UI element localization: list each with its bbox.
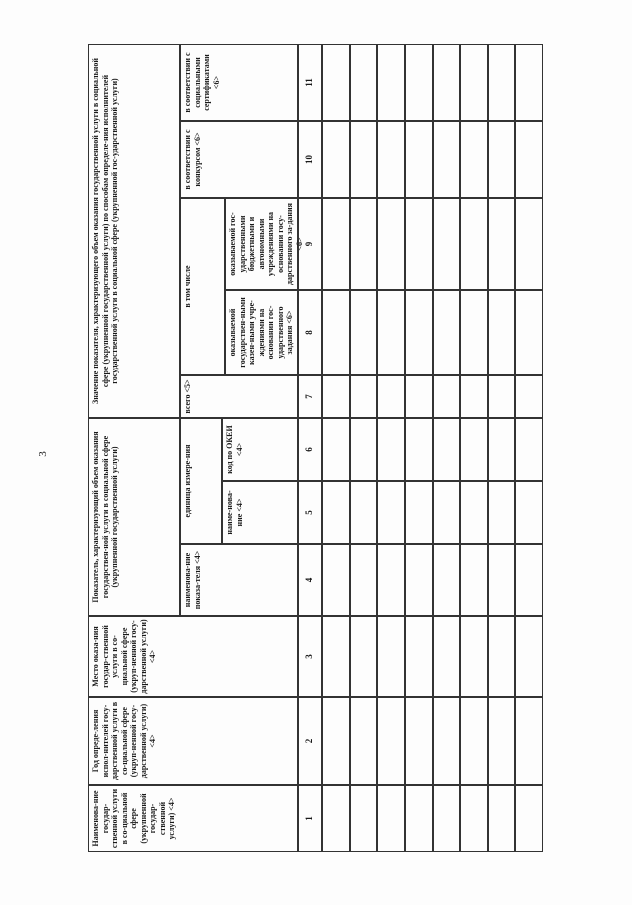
header-unit-okei: код по ОКЕИ <4> [222,418,298,481]
table-cell-r7-c4 [488,544,516,616]
table-cell-r2-c7 [350,375,378,418]
header-year: Год опреде-ления испол-нителей госу-дарственной услуги в со-циальной сфере (укруп-ненной госу-дарственной услуги) <4> [88,697,298,785]
table-cell-r4-c9 [405,198,433,290]
table-cell-r4-c11 [405,44,433,121]
table-cell-r6-c4 [460,544,488,616]
table-cell-r6-c10 [460,121,488,198]
table-cell-r5-c2 [433,697,461,785]
column-number-4: 4 [298,544,322,616]
table-cell-r5-c9 [433,198,461,290]
table-cell-r8-c11 [515,44,543,121]
table-cell-r8-c8 [515,290,543,375]
table-cell-r7-c3 [488,616,516,697]
column-number-7: 7 [298,375,322,418]
table-cell-r6-c11 [460,44,488,121]
table-cell-r4-c10 [405,121,433,198]
table-cell-r2-c10 [350,121,378,198]
table-cell-r3-c3 [377,616,405,697]
table-cell-r4-c4 [405,544,433,616]
table-cell-r8-c9 [515,198,543,290]
table-cell-r5-c11 [433,44,461,121]
table-cell-r6-c5 [460,481,488,544]
column-number-5: 5 [298,481,322,544]
table-cell-r8-c1 [515,785,543,852]
header-certificates: в соответствии с социальными сертификатами <6> [180,44,298,121]
table-cell-r1-c3 [322,616,350,697]
table-cell-r5-c10 [433,121,461,198]
table-cell-r8-c3 [515,616,543,697]
header-total: всего <5> [180,375,298,418]
table-cell-r3-c2 [377,697,405,785]
table-cell-r1-c4 [322,544,350,616]
table-cell-r7-c10 [488,121,516,198]
table-cell-r3-c9 [377,198,405,290]
header-indicator-name: наименова-ние показа-теля <4> [180,544,298,616]
table-cell-r7-c5 [488,481,516,544]
table-cell-r3-c11 [377,44,405,121]
table-cell-r1-c5 [322,481,350,544]
table-cell-r7-c2 [488,697,516,785]
table-cell-r7-c8 [488,290,516,375]
table-cell-r2-c9 [350,198,378,290]
table-cell-r1-c2 [322,697,350,785]
table-cell-r1-c8 [322,290,350,375]
table-cell-r2-c4 [350,544,378,616]
table-cell-r8-c4 [515,544,543,616]
table-cell-r7-c6 [488,418,516,481]
header-unit-name: наиме-нова-ние <4> [222,481,298,544]
table-cell-r3-c8 [377,290,405,375]
table-cell-r7-c9 [488,198,516,290]
table-cell-r2-c1 [350,785,378,852]
table-cell-r3-c1 [377,785,405,852]
table-cell-r5-c8 [433,290,461,375]
table-cell-r2-c2 [350,697,378,785]
table-cell-r2-c5 [350,481,378,544]
header-unit-group: единица измере-ния [180,418,222,544]
table-cell-r5-c5 [433,481,461,544]
rotated-table [88,44,543,852]
table-cell-r6-c6 [460,418,488,481]
table-cell-r2-c3 [350,616,378,697]
table-cell-r1-c11 [322,44,350,121]
page-number: 3 [36,451,49,457]
column-number-9: 9 [298,198,322,290]
header-indicator-group: Показатель, характеризующий объем оказания государствен-ной услуги в социальной сфере (укрупненной государственной услуги) [88,418,180,616]
table-cell-r7-c1 [488,785,516,852]
table-cell-r4-c7 [405,375,433,418]
table-cell-r7-c11 [488,44,516,121]
table-cell-r6-c9 [460,198,488,290]
table-cell-r3-c6 [377,418,405,481]
header-place: Место оказа-ния государ-ственной услуги в со-циальной сфере (укруп-ненной госу-дарственной услуги) <4> [88,616,298,697]
table-cell-r4-c1 [405,785,433,852]
table-cell-r3-c5 [377,481,405,544]
table-cell-r8-c6 [515,418,543,481]
table-cell-r5-c4 [433,544,461,616]
table-cell-r4-c3 [405,616,433,697]
table-cell-r1-c1 [322,785,350,852]
column-number-8: 8 [298,290,322,375]
table-cell-r2-c8 [350,290,378,375]
table-cell-r3-c10 [377,121,405,198]
table-cell-r4-c2 [405,697,433,785]
table-cell-r4-c6 [405,418,433,481]
column-number-10: 10 [298,121,322,198]
header-contest: в соответствии с конкурсом <6> [180,121,298,198]
header-value-group: Значение показателя, характеризующего объем оказания государственной услуги в социальной сфере (укрупненной государственной услуги) по способам определе-ния исполнителей государственной услуги в социальной сфере (укрупненной гос-ударственной услуги) [88,44,180,418]
table-cell-r2-c6 [350,418,378,481]
header-budget: оказываемой гос-ударственными бюджетными и автономными учреждениями на основании госу-дарственного за-дания <6> [225,198,298,290]
table-cell-r6-c7 [460,375,488,418]
table-cell-r6-c2 [460,697,488,785]
table-cell-r3-c7 [377,375,405,418]
table-cell-r7-c7 [488,375,516,418]
table-cell-r4-c8 [405,290,433,375]
table-cell-r1-c10 [322,121,350,198]
header-service-name: Наименова-ние государ-ственной услуги в со-циальной сфере (укрупненной государ-ственной услуги) <4> [88,785,298,852]
table-cell-r1-c7 [322,375,350,418]
table-cell-r4-c5 [405,481,433,544]
table-cell-r1-c9 [322,198,350,290]
table-cell-r8-c10 [515,121,543,198]
column-number-2: 2 [298,697,322,785]
table-cell-r1-c6 [322,418,350,481]
column-number-11: 11 [298,44,322,121]
table-cell-r3-c4 [377,544,405,616]
table-cell-r8-c7 [515,375,543,418]
column-number-1: 1 [298,785,322,852]
table-cell-r2-c11 [350,44,378,121]
column-number-3: 3 [298,616,322,697]
table-cell-r6-c8 [460,290,488,375]
table-cell-r5-c3 [433,616,461,697]
table-cell-r8-c5 [515,481,543,544]
table-cell-r5-c7 [433,375,461,418]
table-cell-r5-c1 [433,785,461,852]
column-number-6: 6 [298,418,322,481]
table-cell-r5-c6 [433,418,461,481]
table-cell-r6-c3 [460,616,488,697]
table-cell-r8-c2 [515,697,543,785]
header-kazen: оказываемой государствен-ными казен-ными учре-ждениями на основании гос-ударственного задания <6> [225,290,298,375]
header-including: в том числе [180,198,225,375]
table-cell-r6-c1 [460,785,488,852]
